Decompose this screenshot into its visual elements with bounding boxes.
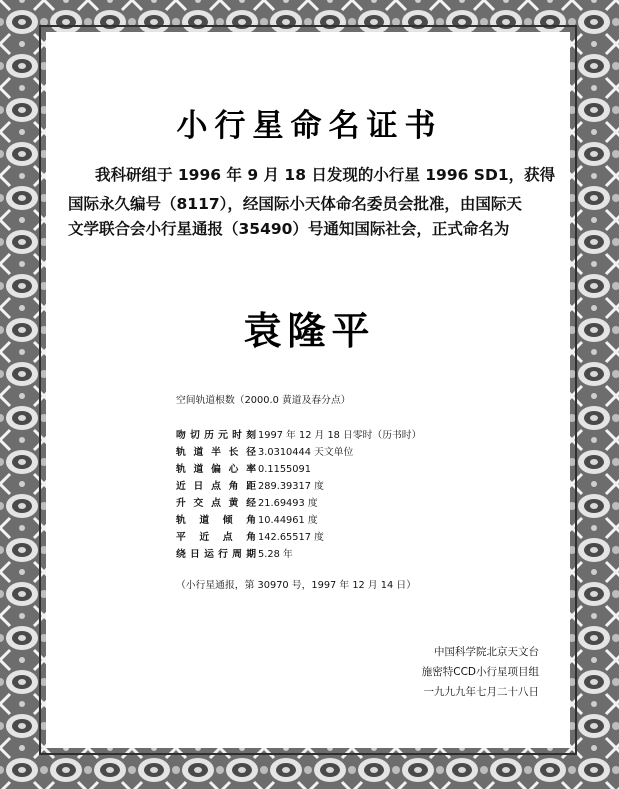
orbital-element-label: 轨道倾角 [176,515,256,526]
orbital-element-row [176,546,293,562]
orbital-element-label: 平近点角 [176,532,256,543]
orbital-element-label: 轨道偏心率 [176,464,256,475]
orbital-element-row [176,444,353,460]
orbital-element-value: 289.39317 度 [258,481,324,492]
orbital-element-label: 吻切历元时刻 [176,430,256,441]
orbital-element-value: 3.0310444 天文单位 [258,447,354,458]
orbital-element-value: 142.65517 度 [258,532,324,543]
paragraph-line-3: 文学联合会小行星通报（35490）号通知国际社会，正式命名为 [68,220,510,238]
paragraph-line-2: 国际永久编号（8117），经国际小天体命名委员会批准，由国际天 [68,195,522,213]
signature-institution: 中国科学院北京天文台 [434,646,539,658]
orbital-element-row [176,512,318,528]
orbital-element-value: 0.1155091 [258,464,311,475]
orbital-element-label: 近日点角距 [176,481,256,492]
gazette-note: （小行星通报，第 30970 号，1997 年 12 月 14 日） [176,580,416,591]
honoree-name: 袁隆平 [243,308,376,353]
orbital-element-label: 轨道半长径 [176,447,256,458]
orbital-element-value: 5.28 年 [258,549,293,560]
orbital-element-row [176,529,324,545]
paragraph-line-1: 我科研组于 1996 年 9 月 18 日发现的小行星 1996 SD1，获得 [95,166,556,184]
orbital-element-value: 10.44961 度 [258,515,318,526]
orbital-element-value: 1997 年 12 月 18 日零时（历书时） [258,430,422,441]
orbital-element-row [176,495,318,511]
certificate-title: 小行星命名证书 [176,108,443,144]
orbital-element-row [176,478,324,494]
orbital-element-label: 绕日运行周期 [176,549,256,560]
orbital-element-row [176,461,311,477]
orbital-element-value: 21.69493 度 [258,498,318,509]
orbit-heading: 空间轨道根数（2000.0 黄道及春分点） [176,395,351,406]
signature-project-group: 施密特CCD小行星项目组 [421,666,539,678]
orbital-element-row [176,427,421,443]
signature-date: 一九九九年七月二十八日 [423,686,539,698]
orbital-element-label: 升交点黄经 [176,498,256,509]
